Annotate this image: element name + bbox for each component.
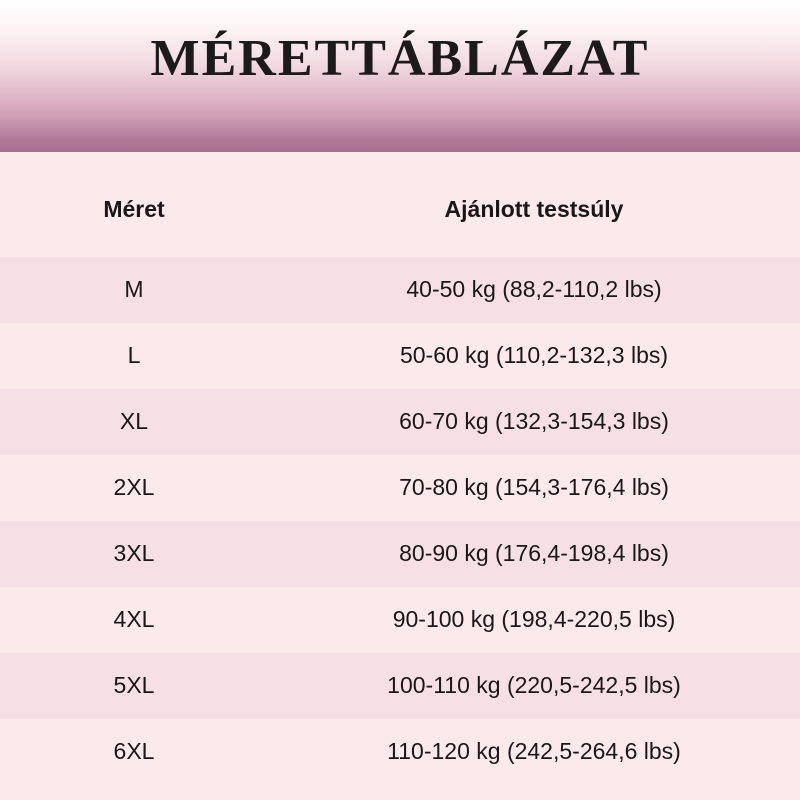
cell-size	[0, 653, 268, 719]
weight-value: 90-100 kg (198,4-220,5 lbs)	[392, 606, 676, 633]
cell-weight	[268, 587, 800, 653]
cell-weight	[268, 455, 800, 521]
table-body	[0, 257, 800, 785]
cell-weight	[268, 719, 800, 785]
cell-size	[0, 257, 268, 323]
table-header-row	[0, 152, 800, 257]
cell-weight	[268, 653, 800, 719]
cell-size	[0, 587, 268, 653]
size-value: 6XL	[113, 738, 155, 765]
cell-weight	[268, 521, 800, 587]
table-row	[0, 323, 800, 389]
weight-value: 40-50 kg (88,2-110,2 lbs)	[406, 276, 662, 303]
size-table-container	[0, 152, 800, 800]
table-row	[0, 653, 800, 719]
size-value: 4XL	[113, 606, 155, 633]
weight-value: 70-80 kg (154,3-176,4 lbs)	[399, 474, 669, 501]
table-row	[0, 389, 800, 455]
size-value: 3XL	[113, 540, 155, 567]
weight-value: 100-110 kg (220,5-242,5 lbs)	[387, 672, 681, 699]
cell-weight	[268, 257, 800, 323]
weight-value: 80-90 kg (176,4-198,4 lbs)	[399, 540, 669, 567]
column-header-weight: Ajánlott testsúly	[268, 152, 800, 257]
cell-size	[0, 521, 268, 587]
page-title: MÉRETTÁBLÁZAT	[150, 30, 650, 87]
weight-value: 60-70 kg (132,3-154,3 lbs)	[399, 408, 669, 435]
weight-value: 50-60 kg (110,2-132,3 lbs)	[399, 342, 669, 369]
cell-size	[0, 389, 268, 455]
size-value: 5XL	[113, 672, 155, 699]
cell-weight	[268, 389, 800, 455]
weight-value: 110-120 kg (242,5-264,6 lbs)	[387, 738, 681, 765]
size-value: L	[127, 342, 141, 369]
table-row	[0, 257, 800, 323]
cell-size	[0, 719, 268, 785]
column-header-size: Méret	[0, 152, 268, 257]
table-row	[0, 521, 800, 587]
table-row	[0, 455, 800, 521]
table-row	[0, 719, 800, 785]
size-value: M	[124, 276, 144, 303]
header-banner	[0, 0, 800, 152]
size-value: XL	[119, 408, 149, 435]
size-value: 2XL	[113, 474, 155, 501]
cell-size	[0, 455, 268, 521]
table-header	[0, 152, 800, 257]
cell-weight	[268, 323, 800, 389]
size-table	[0, 152, 800, 785]
cell-size	[0, 323, 268, 389]
table-row	[0, 587, 800, 653]
